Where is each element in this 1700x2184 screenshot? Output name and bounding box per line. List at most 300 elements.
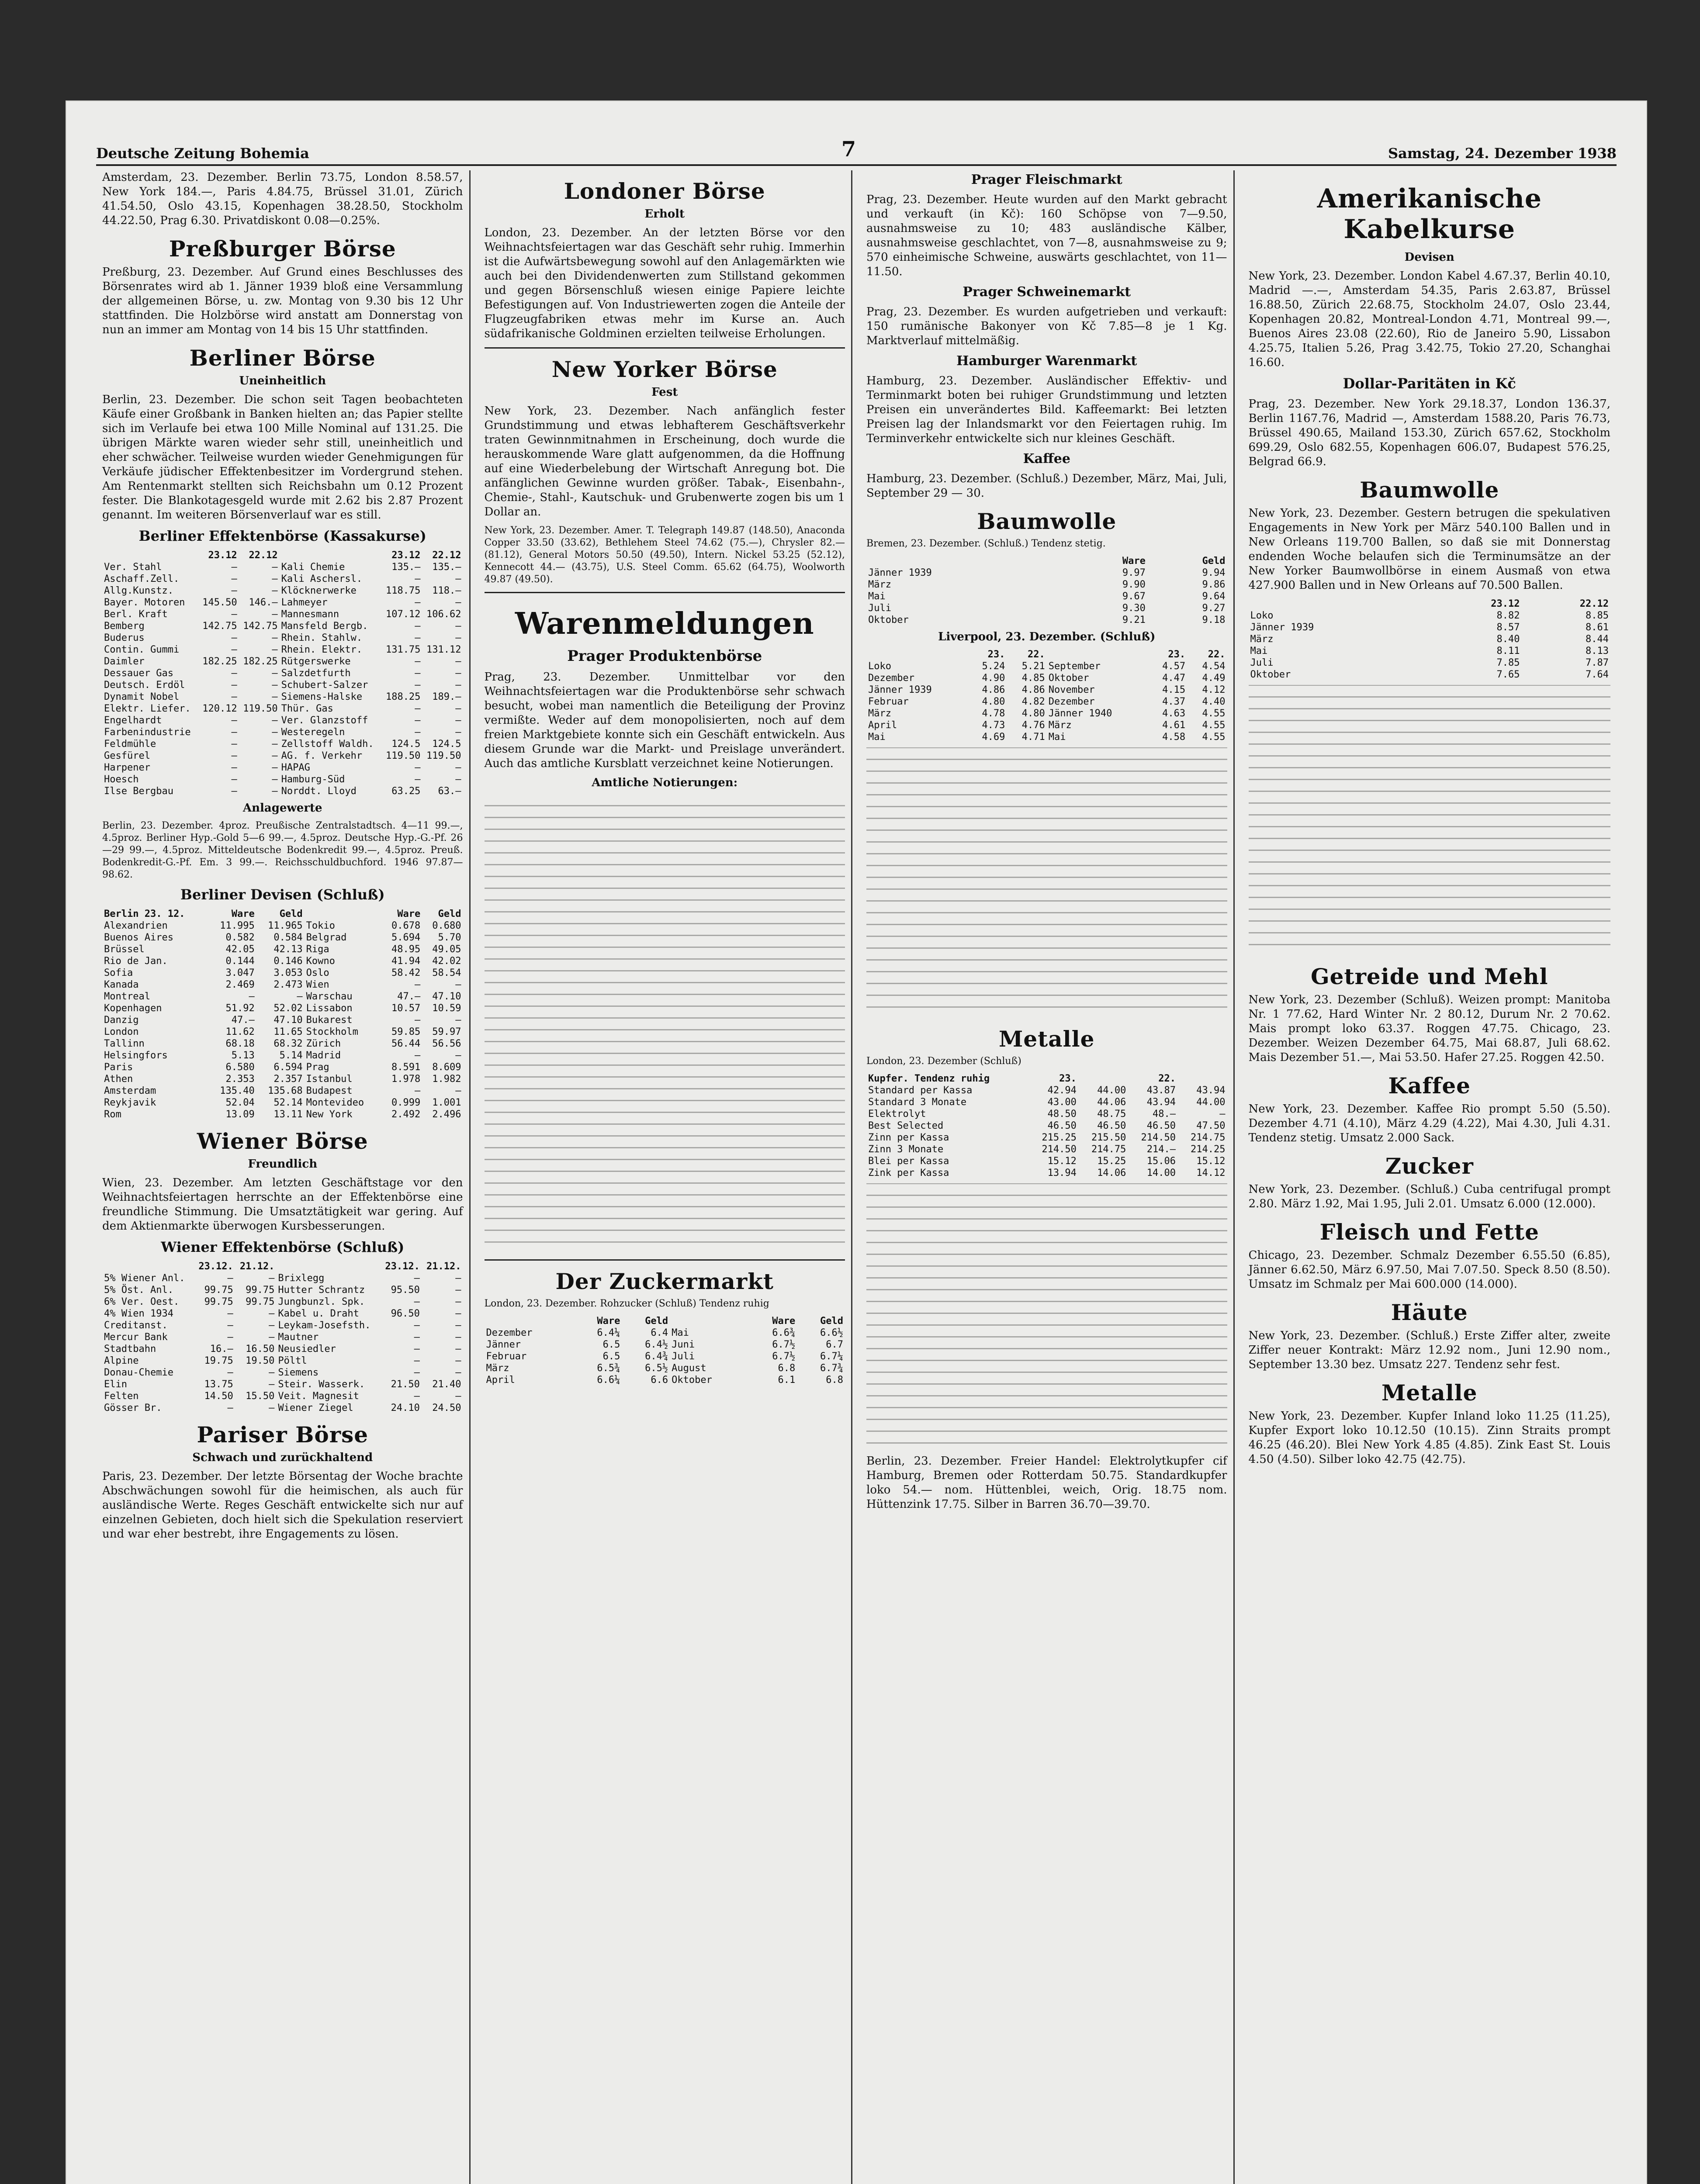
table-cell: — [269,1332,275,1343]
table-row [102,1109,463,1120]
table-cell: 11.65 [274,1026,303,1037]
table-cell: 8.44 [1586,634,1609,645]
table-cell: 63.— [438,786,461,797]
column-header: Ware [1122,556,1146,567]
table-cell: — [455,574,461,584]
table-cell: — [455,703,461,714]
table-cell: 6.8 [826,1375,843,1386]
table-header-row [866,1073,1227,1085]
table-cell: Warschau [306,991,353,1002]
table-cell: — [272,739,278,750]
table-cell: — [455,762,461,773]
table-cell: Elektrolyt [868,1109,926,1120]
table-cell: 14.12 [1196,1168,1226,1178]
table-cell: Jänner 1939 [868,567,932,578]
table-cell: Mai [1048,732,1066,743]
table-cell: 6.1 [778,1375,796,1386]
table-cell: — [455,632,461,643]
column-2 [478,170,853,2184]
table-cell: 8.40 [1496,634,1520,645]
table-cell: — [227,1320,233,1331]
table-cell: — [455,774,461,785]
table-cell: — [231,762,237,773]
table-cell: Steir. Wasserk. [278,1379,365,1390]
newspaper-page [66,100,1647,2184]
article-text: Prag, 23. Dezember. Heute wurden auf den Markt gebracht und verkauft (in Kč): 160 Schöpse von 7—9.50, ausnahmsweise zu 10; 483 ausländische Kälber, ausnahmsweise geschlachtet, von 7—8, ausnahmsweise zu 9; 570 einheimische Schweine, auswärts geschlachtet, von 11—11.50. [866,193,1227,278]
column-header: Geld [820,1316,843,1327]
table-cell: 4% Wien 1934 [104,1308,173,1319]
article-text: Berlin, 23. Dezember. Freier Handel: Elektrolytkupfer cif Hamburg, Bremen oder Rotterdam 50.75. Standardkupfer loko 54.— nom. Hüttenblei, weich, Orig. 18.75 nom. Hüttenzink 17.75. Silber in Barren 36.70—39.70. [866,1455,1227,1511]
table-cell: März [1250,634,1274,645]
table-cell: Dezember [1048,696,1095,707]
table-cell: Pöltl [278,1355,307,1366]
column-header: 21.12. [426,1261,461,1272]
table-cell: — [231,750,237,761]
table-row [102,585,463,597]
table-cell: 43.94 [1146,1097,1176,1108]
article-text: Prag, 23. Dezember. New York 29.18.37, London 136.37, Berlin 1167.76, Madrid —, Amsterdam 1588.20, Paris 76.73, Brüssel 490.65, Mailand 153.30, Zürich 657.62, Stockholm 699.29, Oslo 682.55, Kopenhagen 606.07, Budapest 576.25, Belgrad 66.9. [1248,397,1610,468]
article-text: New York, 23. Dezember (Schluß). Weizen prompt: Manitoba Nr. 1 77.62, Hard Winter Nr. 2 80.12, Durum Nr. 2 70.62. Mais prompt loko 63.37. Roggen 47.75. Chicago, 23. Dezember. Weizen Dezember 64.75, Mai 68.87, Juli 68.62. Mais Dezember 51.—, Mai 53.50. Hafer 27.25. Roggen 42.50. [1248,993,1610,1064]
table-header-row [485,1315,845,1327]
column-header: 23. [1168,649,1186,660]
table-cell: — [455,1015,461,1026]
table-cell: 14.06 [1097,1168,1126,1178]
table-cell: — [414,1367,420,1378]
table-cell: 5% Wiener Anl. [104,1273,185,1284]
table-cell: Mai [1250,646,1268,657]
table-row [102,1085,463,1097]
table-cell: Aschaff.Zell. [104,574,180,584]
table-cell: 215.25 [1042,1132,1077,1143]
table-cell: 19.75 [204,1355,233,1366]
table-row [102,679,463,691]
table-row [102,608,463,620]
table-cell: 5.24 [982,661,1005,672]
column-header: 22.12 [249,550,278,561]
table-cell: Standard 3 Monate [868,1097,967,1108]
table-row [866,1167,1227,1179]
section-title: Pariser Börse [197,1422,369,1448]
table-cell: Felten [104,1391,139,1402]
table-cell: Norddt. Lloyd [281,786,357,797]
table-row [866,731,1227,743]
table-cell: 56.44 [391,1038,421,1049]
table-cell: Thür. Gas [281,703,333,714]
table-header-row [1249,598,1611,610]
table-cell: 15.06 [1146,1156,1176,1167]
table-row [102,785,463,797]
table-cell: August [672,1363,706,1374]
table-cell: — [415,762,421,773]
table-cell: 4.37 [1162,696,1186,707]
table-cell: Ver. Glanzstoff [281,715,368,726]
table-cell: 135.— [391,562,421,573]
newyork-baumwolle-table [1249,598,1611,681]
section-title: Getreide und Mehl [1310,964,1548,989]
column-header: Geld [645,1316,668,1327]
table-cell: Dessauer Gas [104,668,173,679]
table-cell: 8.11 [1496,646,1520,657]
column-3 [860,170,1235,2184]
table-row [1249,622,1611,633]
table-cell: — [415,680,421,691]
column-header: 23. [987,649,1005,660]
table-cell: — [455,1308,461,1319]
table-cell: 47.— [231,1015,255,1026]
table-cell: 11.995 [220,920,255,931]
table-cell: Daimler [104,656,145,667]
table-cell: März [486,1363,509,1374]
table-cell: — [415,597,421,608]
table-cell: Wiener Ziegel [278,1403,353,1413]
table-cell: 142.75 [243,621,278,632]
table-cell: 6.4 [651,1327,668,1338]
table-cell: 8.85 [1586,610,1609,621]
table-cell: 7.87 [1586,657,1609,668]
table-cell: Danzig [104,1015,139,1026]
article-text: Bremen, 23. Dezember. (Schluß.) Tendenz stetig. [866,538,1106,549]
table-cell: — [297,991,303,1002]
table-cell: Klöcknerwerke [281,585,357,596]
table-cell: — [227,1332,233,1343]
table-cell: Mannesmann [281,609,339,620]
table-cell: Prag [306,1062,329,1073]
table-cell: 58.54 [432,968,461,978]
table-cell: 6.7 [826,1339,843,1350]
table-cell: 56.56 [432,1038,461,1049]
table-cell: — [414,1015,421,1026]
table-header-row [866,649,1227,660]
table-cell: 48.75 [1097,1109,1126,1120]
table-cell: — [455,597,461,608]
table-cell: 13.09 [225,1109,255,1120]
table-cell: — [272,762,278,773]
table-cell: 142.75 [202,621,237,632]
section-subtitle: Devisen [1404,251,1454,264]
column-header [276,1261,380,1272]
table-cell: 4.76 [1021,720,1045,731]
table-row [102,597,463,608]
table-cell: Rio de Jan. [104,956,168,967]
table-row [102,703,463,715]
table-cell: — [231,774,237,785]
column-header: 23.12. [198,1261,233,1272]
table-cell: Buenos Aires [104,932,173,943]
table-row [102,762,463,774]
table-cell: Siemens [278,1367,319,1378]
table-cell: — [269,1308,275,1319]
table-cell: März [868,708,891,719]
newspaper-name: Deutsche Zeitung Bohemia [96,145,309,162]
table-row [866,1120,1227,1132]
price-list-block [485,795,845,1253]
table-cell: Ilse Bergbau [104,786,173,797]
table-cell: Tokio [306,920,335,931]
table-cell: Bemberg [104,621,145,632]
table-row [866,696,1227,708]
table-row [866,708,1227,719]
table-row [102,1026,463,1038]
table-cell: 68.32 [274,1038,303,1049]
table-cell: 6.4¾ [645,1351,668,1362]
divider [485,1259,845,1261]
table-cell: 6.6¾ [772,1327,796,1338]
column-header [1177,1073,1227,1085]
article-text: New York, 23. Dezember. Gestern betrugen die spekulativen Engagements in New York per März 540.100 Ballen und in New Orleans 119.700 Ballen, so daß sie mit Donnerstag endenden Woche belaufen sich die Terminumsätze an der New Yorker Baumwollbörse in einem Ausmaß von etwa 427.900 Ballen und in New Orleans auf 70.500 Ballen. [1248,507,1610,592]
table-cell: 13.11 [274,1109,303,1120]
column-header [305,908,381,920]
article-text: Hamburg, 23. Dezember. (Schluß.) Dezember, März, Mai, Juli, September 29 — 30. [866,472,1227,500]
table-cell: Lahmeyer [281,597,328,608]
table-cell: — [415,621,421,632]
table-cell: September [1048,661,1101,672]
table-row [102,1367,463,1379]
section-subtitle: Uneinheitlich [239,374,326,387]
table-cell: 4.80 [1021,708,1045,719]
table-cell: November [1048,684,1095,695]
table-cell: Mai [868,732,886,743]
devisen-table [102,908,463,1120]
table-cell: 6.7½ [772,1351,796,1362]
section-subtitle: Prager Produktenbörse [567,647,762,665]
table-cell: — [272,727,278,738]
table-row [102,1061,463,1073]
table-cell: 10.57 [391,1003,421,1014]
section-title: Preßburger Börse [169,236,396,262]
table-cell: 5.70 [438,932,461,943]
table-row [102,920,463,932]
table-cell: Alpine [104,1355,139,1366]
table-row [102,561,463,573]
table-cell: 4.12 [1202,684,1226,695]
table-cell: — [455,1296,461,1307]
column-header: 22. [1027,649,1045,660]
table-cell: — [272,574,278,584]
table-cell: Oktober [1048,673,1089,684]
table-cell: — [455,1320,461,1331]
table-cell: Kabel u. Draht [278,1308,359,1319]
table-cell: Oslo [306,968,329,978]
table-cell: Rhein. Stahlw. [281,632,363,643]
table-cell: Allg.Kunstz. [104,585,173,596]
table-cell: 1.982 [432,1074,461,1085]
table-cell: 8.61 [1586,622,1609,633]
table-cell: 215.50 [1091,1132,1126,1143]
table-cell: Februar [486,1351,527,1362]
table-title: Berliner Effektenbörse (Kassakurse) [138,528,426,544]
table-cell: — [455,656,461,667]
table-cell: 8.57 [1496,622,1520,633]
table-cell: 131.12 [426,644,461,655]
table-cell: Salzdetfurth [281,668,351,679]
table-cell: 51.92 [225,1003,255,1014]
table-cell: — [415,715,421,726]
table-cell: Helsingfors [104,1050,168,1061]
table-cell: 15.12 [1196,1156,1226,1167]
table-cell: — [231,585,237,596]
column-1 [96,170,471,2184]
table-cell: — [269,1403,275,1413]
table-cell: Mercur Bank [104,1332,168,1343]
table-cell: 58.42 [391,968,421,978]
table-cell: Bayer. Motoren [104,597,185,608]
table-cell: 182.25 [202,656,237,667]
table-cell: — [414,1355,420,1366]
column-header: Berlin 23. 12. [104,909,185,919]
table-cell: — [1219,1109,1226,1120]
table-row [866,1132,1227,1144]
column-header [670,1315,749,1327]
table-cell: 9.94 [1202,567,1226,578]
table-row [1249,669,1611,681]
article-text: New York, 23. Dezember. (Schluß.) Erste Ziffer alter, zweite Ziffer neuer Kontrakt: März 12.92 nom., Juni 12.90 nom., September 13.30 bez. Umsatz 227. Tendenz sehr fest. [1248,1329,1610,1371]
table-cell: — [415,668,421,679]
table-cell: Veit. Magnesit [278,1391,359,1402]
column-header: Ware [231,909,255,919]
table-row [102,1296,463,1308]
table-cell: — [269,1379,275,1390]
column-header [866,555,1067,567]
table-cell: Feldmühle [104,739,156,750]
table-cell: Oktober [868,615,909,625]
table-cell: 46.50 [1047,1120,1077,1131]
zucker-table [485,1315,845,1386]
table-cell: Madrid [306,1050,341,1061]
table-cell: — [272,609,278,620]
table-cell: 68.18 [225,1038,255,1049]
column-header [866,649,967,660]
table-cell: 16.— [210,1344,233,1355]
table-cell: — [272,680,278,691]
table-cell: 4.90 [982,673,1005,684]
column-header: Ware [772,1316,796,1327]
table-cell: 52.02 [274,1003,303,1014]
table-cell: 6.8 [778,1363,796,1374]
table-cell: Dezember [486,1327,533,1338]
table-cell: April [868,720,897,731]
table-cell: Wien [306,979,329,990]
table-cell: April [486,1375,515,1386]
table-cell: — [231,632,237,643]
table-cell: 96.50 [391,1308,420,1319]
table-cell: — [272,774,278,785]
table-cell: 49.05 [432,944,461,955]
table-cell: Mautner [278,1332,319,1343]
table-cell: — [414,1332,420,1343]
article-text: New York, 23. Dezember. (Schluß.) Cuba centrifugal prompt 2.80. März 1.92, Mai 1.95, Juli 2.01. Umsatz 6.000 (12.000). [1248,1183,1610,1210]
table-cell: 63.25 [391,786,421,797]
table-cell: Alexandrien [104,920,168,931]
table-cell: 99.75 [246,1285,275,1296]
table-cell: — [455,727,461,738]
table-cell: 5.13 [231,1050,255,1061]
table-cell: Bukarest [306,1015,353,1026]
section-title: Fleisch und Fette [1319,1219,1539,1245]
table-cell: 13.75 [204,1379,233,1390]
table-cell: — [415,632,421,643]
section-title: Kaffee [1023,451,1070,467]
table-cell: Mai [868,591,886,602]
table-cell: Juli [868,603,891,614]
table-cell: — [227,1367,233,1378]
section-title: Wiener Börse [197,1128,368,1154]
table-cell: — [272,668,278,679]
table-cell: 4.69 [982,732,1005,743]
table-cell: Hoesch [104,774,139,785]
table-cell: Blei per Kassa [868,1156,949,1167]
table-cell: 5.14 [279,1050,303,1061]
table-row [102,715,463,726]
table-row [866,660,1227,672]
section-title: Dollar-Paritäten in Kč [1343,375,1516,392]
table-cell: 4.80 [982,696,1005,707]
table-cell: 99.75 [246,1296,275,1307]
article-text: Prag, 23. Dezember. Es wurden aufgetrieben und verkauft: 150 rumänische Bakonyer von Kč 7.85—8 je 1 Kg. Marktverlauf mittelmäßig. [866,305,1227,347]
column-header [1078,1073,1128,1085]
table-cell: 9.21 [1122,615,1146,625]
table-cell: Buderus [104,632,145,643]
table-cell: Creditanst. [104,1320,168,1331]
table-cell: — [415,727,421,738]
table-cell: Rhein. Elektr. [281,644,363,655]
table-cell: 8.82 [1496,610,1520,621]
table-cell: 9.27 [1202,603,1226,614]
table-cell: — [231,644,237,655]
table-cell: — [455,1085,461,1096]
table-cell: 46.50 [1097,1120,1126,1131]
table-cell: 118.75 [385,585,421,596]
column-header [1047,649,1147,660]
table-cell: Harpener [104,762,150,773]
table-cell: 145.50 [202,597,237,608]
table-cell: — [455,1367,461,1378]
column-header [102,1261,194,1272]
article-text: Berlin, 23. Dezember. Die schon seit Tagen beobachteten Käufe einer Großbank in Banken hielten an; das Papier stellte sich im Verlaufe bei etwa 100 Mille Nominal auf 131.25. Die übrigen Märkte waren wieder sehr still, uneinheitlich und eher schwächer. Teilweise wurden wieder Genehmigungen für Verkäufe jüdischer Effektenbesitzer im Vordergrund stehen. Am Rentenmarkt stellten sich Reichsbahn um 0.12 Prozent fester. Die Blankotagesgeld wurde mit 2.62 bis 2.87 Prozent genannt. Im weiteren Börsenverlauf war es still. [102,393,463,522]
table-cell: — [231,727,237,738]
table-cell: 48.50 [1047,1109,1077,1120]
table-cell: Berl. Kraft [104,609,168,620]
table-cell: 4.58 [1162,732,1186,743]
table-row [102,1038,463,1050]
table-cell: Zinn 3 Monate [868,1144,944,1155]
table-cell: 6.6 [651,1375,668,1386]
table-cell: 47.10 [274,1015,303,1026]
table-cell: 47.— [397,991,421,1002]
table-cell: 5.694 [391,932,421,943]
table-cell: Kali Aschersl. [281,574,363,584]
table-cell: März [1048,720,1072,731]
divider [485,592,845,593]
table-cell: — [227,1273,233,1284]
table-row [866,579,1227,591]
table-row [1249,610,1611,622]
table-cell: Belgrad [306,932,347,943]
table-cell: 189.— [432,691,461,702]
table-cell: Stockholm [306,1026,358,1037]
table-cell: 4.82 [1021,696,1045,707]
column-header [485,1315,574,1327]
table-cell: — [231,680,237,691]
table-cell: — [272,644,278,655]
table-row [102,1050,463,1061]
table-cell: 131.75 [385,644,421,655]
table-cell: 4.15 [1162,684,1186,695]
table-cell: 8.591 [391,1062,421,1073]
table-cell: — [415,656,421,667]
table-cell: — [227,1308,233,1319]
table-cell: Dynamit Nobel [104,691,180,702]
column-header: 22. [1158,1073,1176,1084]
